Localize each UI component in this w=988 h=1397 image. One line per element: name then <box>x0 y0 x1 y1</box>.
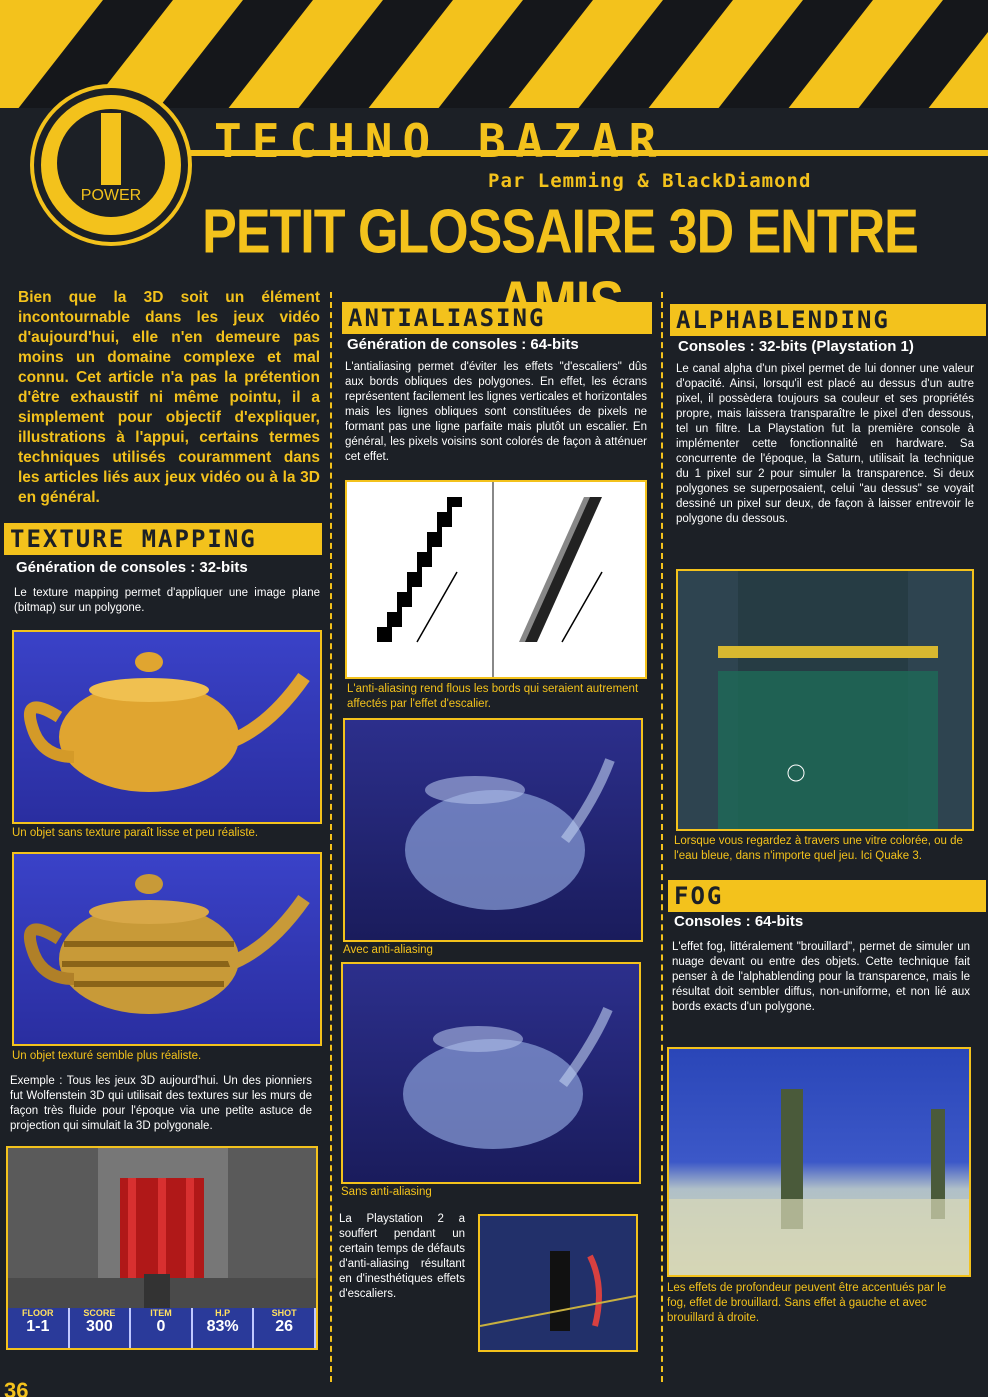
alphablending-body: Le canal alpha d'un pixel permet de lui donner une valeur d'opacité. Ainsi, lorsqu'il est placé au dessus d'un autre pixel, il possèdera toujours sa couleur et ses propriétés propre, mais laissera transparaître le pixel d'en dessous, tel un filtre. La Playstation fut la première console à implémenter cette fonctionnalité en hardware. Sa concurrente de l'époque, la Saturn, utilisait la technique du 1 pixel sur 2 pour simuler la transparence. Si deux polygones se superposaient, celui "au dessus" se voyait dessiné un pixel sur deux, de façon à laisser entrevoir le polygone du dessous. <box>676 363 974 525</box>
section-title: TECHNO BAZAR <box>214 114 667 168</box>
alphablending-subtitle: Consoles : 32-bits (Playstation 1) <box>678 338 914 355</box>
fog-caption: Les effets de profondeur peuvent être accentués par le fog, effet de brouillard. Sans effet à gauche et avec brouillard à droite. <box>667 1282 947 1324</box>
alphablending-heading: ALPHABLENDING <box>670 304 986 336</box>
article-title: PETIT GLOSSAIRE 3D ENTRE <box>202 197 918 267</box>
wolfenstein-screenshot <box>6 1146 318 1350</box>
page-number: 36 <box>4 1378 29 1397</box>
texture-caption-2: Un objet texturé semble plus réaliste. <box>12 1050 202 1062</box>
teapot-without-antialiasing-image <box>341 962 641 1184</box>
teapot-plain-image <box>12 630 322 824</box>
column-divider-2 <box>661 292 663 1382</box>
power-logo <box>34 88 188 242</box>
antialiasing-subtitle: Génération de consoles : 64-bits <box>347 336 579 353</box>
texture-heading: TEXTURE MAPPING <box>4 523 322 555</box>
texture-body: Le texture mapping permet d'appliquer une image plane (bitmap) sur un polygone. <box>14 587 320 614</box>
hud-hp: H.P 83% <box>193 1308 255 1348</box>
hud-shot: SHOT 26 <box>254 1308 316 1348</box>
fog-subtitle: Consoles : 64-bits <box>674 913 804 930</box>
antialiasing-caption-1: L'anti-aliasing rend flous les bords qui seraient autrement affectés par l'effet d'escalier. <box>347 683 639 710</box>
hud-floor: FLOOR 1-1 <box>8 1308 70 1348</box>
column-divider-1 <box>330 292 332 1382</box>
logo-letter-icon <box>101 113 121 185</box>
ps2-text: La Playstation 2 a souffert pendant un certain temps de défauts d'anti-aliasing résultant en d'inesthétiques effets d'escaliers. <box>339 1213 465 1300</box>
intro-text: Bien que la 3D soit un élément incontournable dans les jeux vidéo d'aujourd'hui, elle n'en demeure pas moins un domaine complexe et mal connu. Cet article n'a pas la prétention d'être exhaustif ni même pointu, il a simplement pour objectif d'expliquer, illustrations à l'appui, certains termes techniques utilisés couramment dans les articles liés aux jeux vidéo ou à la 3D en général. <box>18 289 320 506</box>
quake3-screenshot <box>676 569 974 831</box>
logo-label: POWER <box>80 187 142 204</box>
antialiasing-caption-3: Sans anti-aliasing <box>341 1186 432 1198</box>
teapot-with-antialiasing-image <box>343 718 643 942</box>
texture-caption-1: Un objet sans texture paraît lisse et peu réaliste. <box>12 827 259 839</box>
texture-example: Exemple : Tous les jeux 3D aujourd'hui. Un des pionniers fut Wolfenstein 3D qui utilisait des textures sur les murs de façon très fluide pour l'époque via une petite astuce de projection qui simulait la 3D polygonale. <box>10 1075 312 1132</box>
wolfenstein-hud <box>8 1308 316 1348</box>
hud-item: ITEM 0 <box>131 1308 193 1348</box>
hud-score: SCORE 300 <box>70 1308 132 1348</box>
antialiasing-body: L'antialiasing permet d'éviter les effets "d'escaliers" dûs aux bords obliques des polygones. En effet, les écrans représentent facilement les lignes verticales et horizontales mais les lignes obliques sont constituées de pixels ne formant pas une ligne parfaite mais plutôt un escalier. En général, les pixels voisins sont colorés de façon à atténuer cet effet. <box>345 361 647 463</box>
antialiasing-caption-2: Avec anti-aliasing <box>343 944 433 956</box>
authors: Par Lemming & BlackDiamond <box>488 170 812 192</box>
fog-heading: FOG <box>668 880 986 912</box>
alphablending-caption: Lorsque vous regardez à travers une vitre colorée, ou de l'eau bleue, dans n'importe quel jeu. Ici Quake 3. <box>674 835 963 862</box>
ps2-screenshot <box>478 1214 638 1352</box>
aliasing-comparison-image <box>345 480 647 679</box>
antialiasing-heading: ANTIALIASING <box>342 302 652 334</box>
texture-subtitle: Génération de consoles : 32-bits <box>16 559 248 576</box>
teapot-textured-image <box>12 852 322 1046</box>
fog-screenshot <box>667 1047 971 1277</box>
hazard-stripes <box>0 0 988 108</box>
fog-body: L'effet fog, littéralement "brouillard", permet de simuler un nuage devant ou entre des objets. Cette technique fait penser à de l'alphablending pour la transparence, mais le résultat doit sembler diffus, non-uniforme, et non lié aux bords exacts d'un polygone. <box>672 941 970 1013</box>
